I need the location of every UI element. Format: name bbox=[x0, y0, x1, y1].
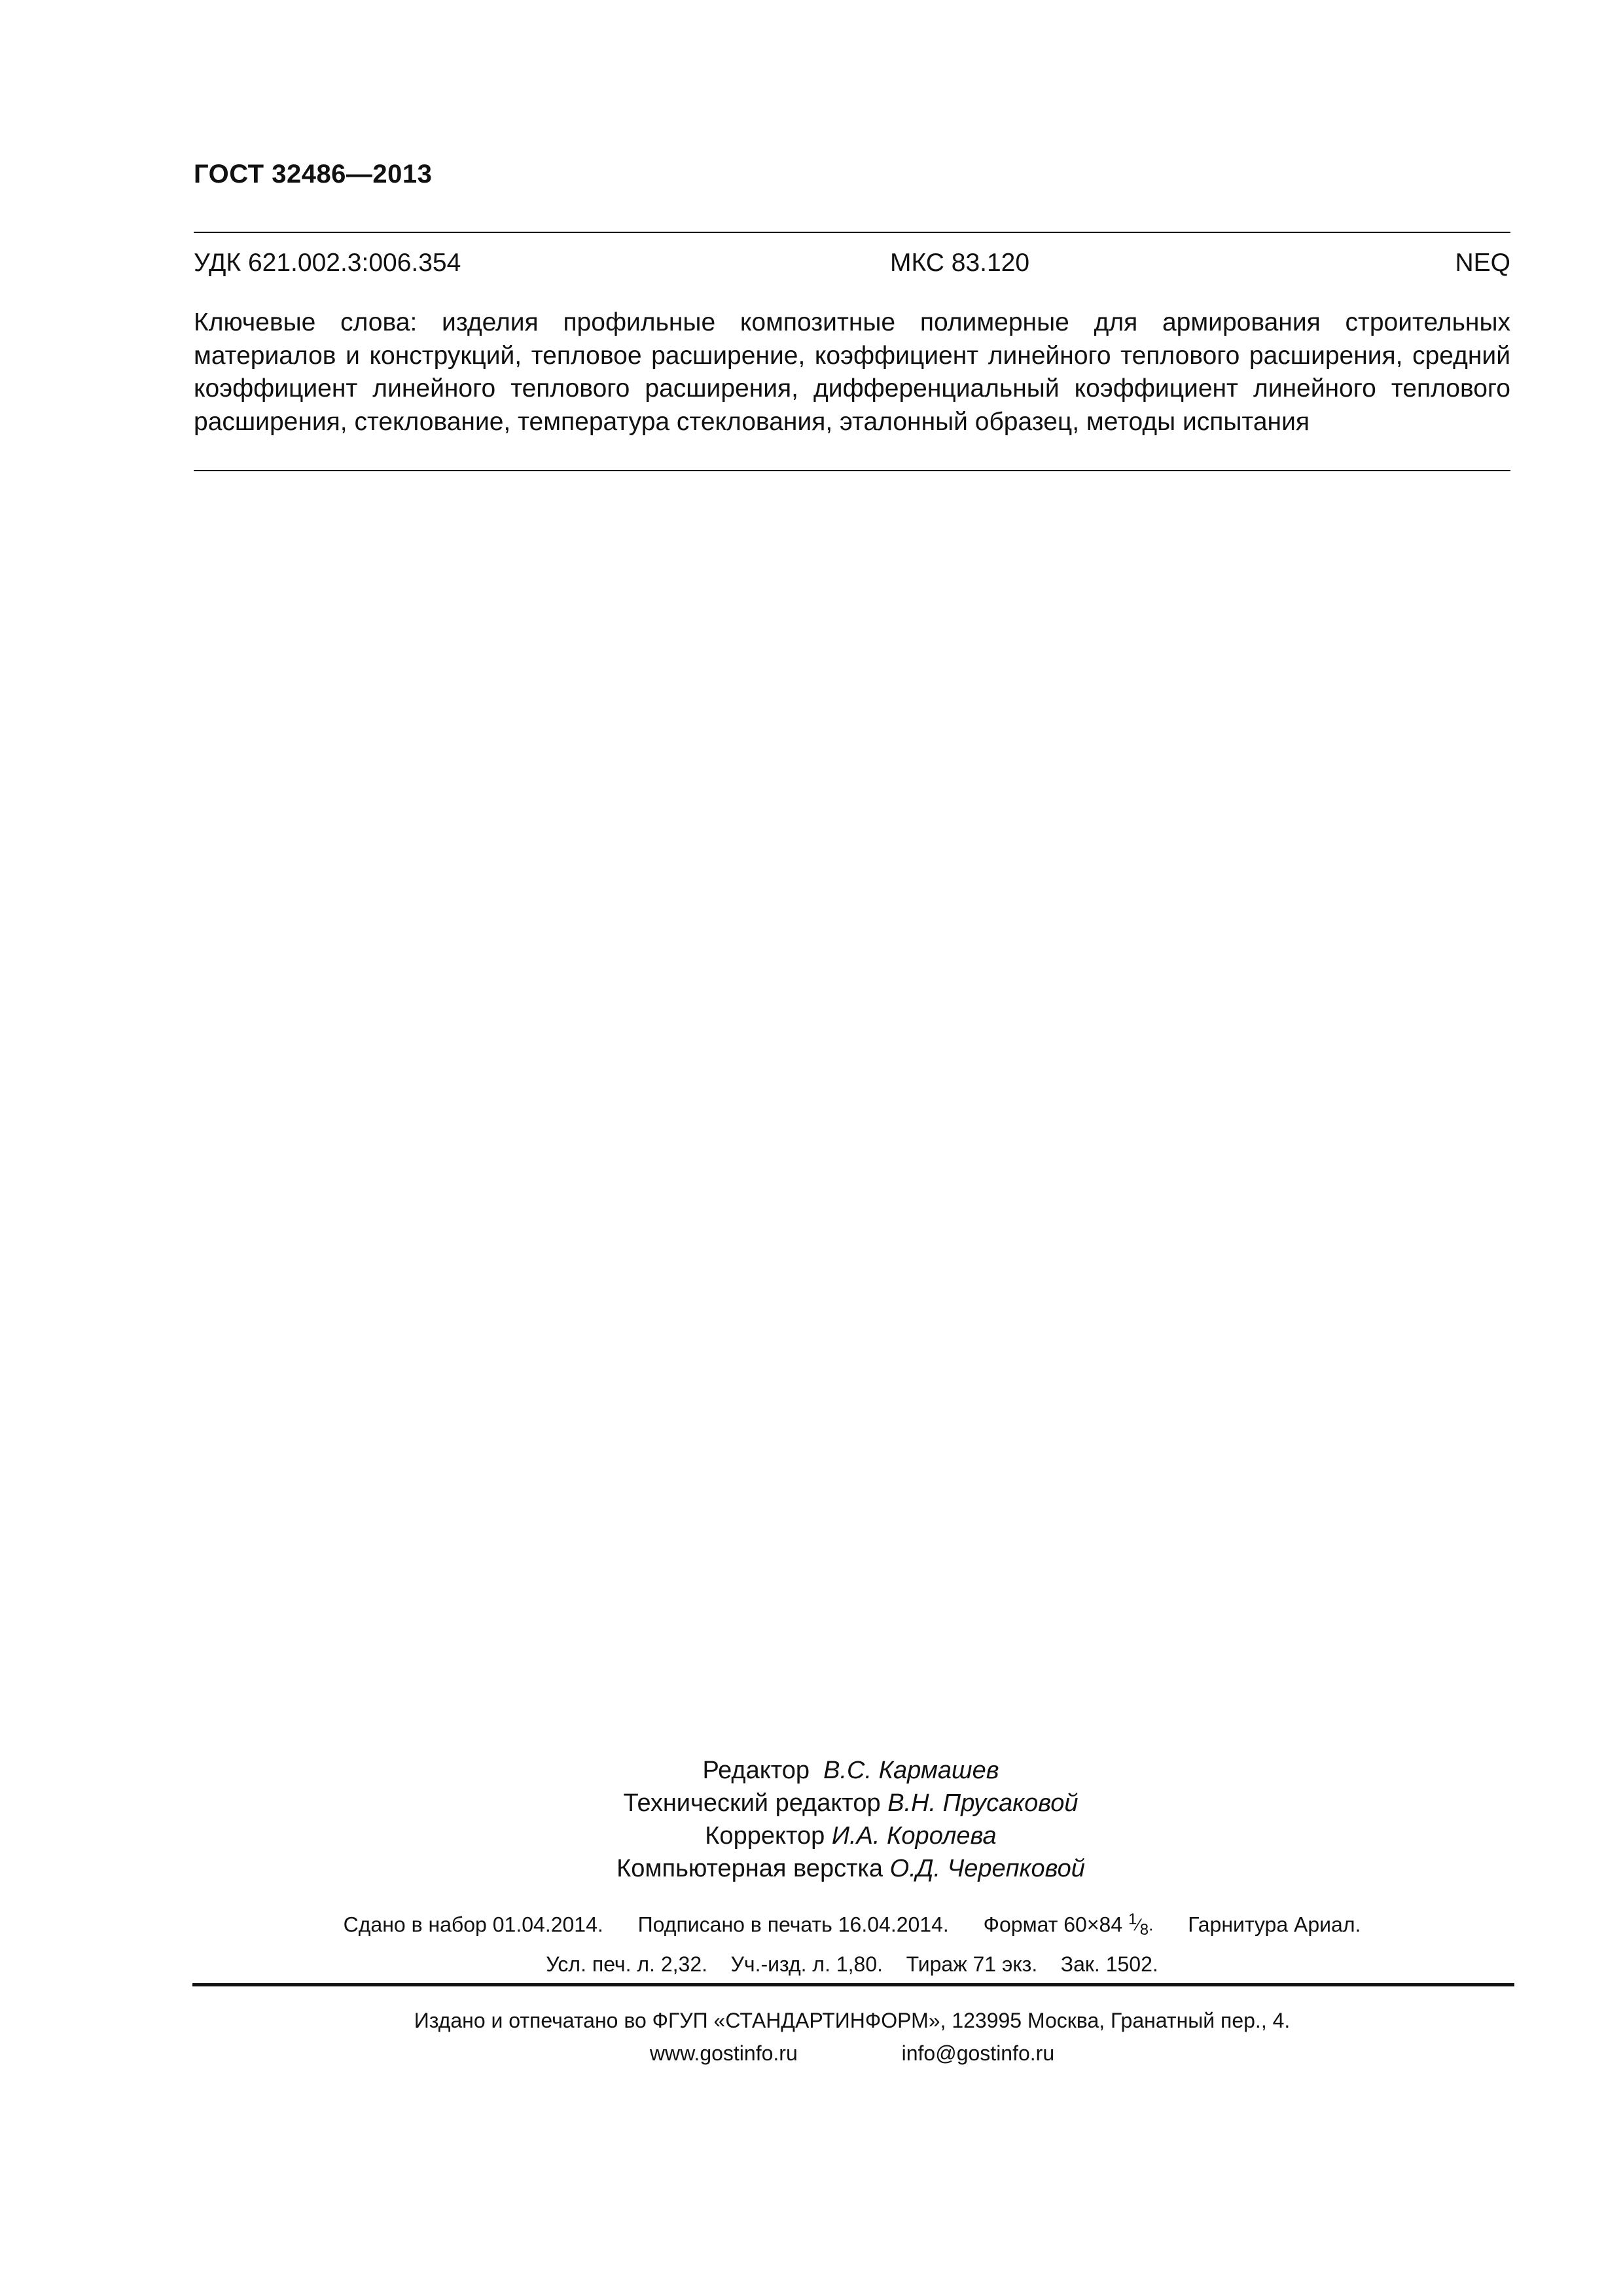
print-info-block bbox=[194, 1905, 1510, 1981]
format-fraction-numerator: 1 bbox=[1128, 1910, 1137, 1928]
credit-person: И.А. Королева bbox=[831, 1822, 997, 1850]
format-fraction: $^1⁄_8$. bbox=[1128, 1910, 1154, 1939]
publisher-contacts bbox=[194, 2037, 1510, 2070]
classification-row bbox=[194, 249, 1510, 285]
mks-code: МКС 83.120 bbox=[890, 249, 1030, 277]
credit-role: Корректор bbox=[705, 1822, 825, 1850]
paper-format: Формат 60×84 bbox=[983, 1912, 1123, 1937]
document-number: ГОСТ 32486—2013 bbox=[194, 160, 433, 188]
format-fraction-denominator: 8 bbox=[1139, 1920, 1149, 1939]
signed-date: Подписано в печать 16.04.2014. bbox=[637, 1912, 949, 1937]
keywords-paragraph: Ключевые слова: изделия профильные композитные полимерные для армирования строительных материалов и конструкций, тепловое расширение, коэффициент линейного теплового расширения, средний коэффициент линейного теплового расширения, дифференциальный коэффициент линейного теплового расширения, стеклование, температура стеклования, эталонный образец, методы испытания bbox=[194, 308, 1510, 436]
credit-role: Редактор bbox=[702, 1757, 810, 1784]
credit-proofreader bbox=[458, 1820, 1243, 1852]
keywords-divider bbox=[194, 470, 1510, 471]
printed-sheets: Усл. печ. л. 2,32. bbox=[546, 1952, 707, 1976]
typeface: Гарнитура Ариал. bbox=[1188, 1912, 1361, 1937]
circulation: Тираж 71 экз. bbox=[906, 1952, 1038, 1976]
neq-label: NEQ bbox=[1455, 249, 1510, 277]
website-link[interactable]: www.gostinfo.ru bbox=[649, 2041, 798, 2065]
submitted-date: Сдано в набор 01.04.2014. bbox=[343, 1912, 603, 1937]
email-link[interactable]: info@gostinfo.ru bbox=[901, 2041, 1055, 2065]
credit-layout bbox=[458, 1852, 1243, 1885]
udk-code: УДК 621.002.3:006.354 bbox=[194, 249, 461, 277]
credit-person: О.Д. Черепковой bbox=[889, 1855, 1085, 1882]
credits-block bbox=[458, 1754, 1243, 1885]
bottom-divider bbox=[192, 1983, 1514, 1986]
credit-person: В.С. Кармашев bbox=[823, 1757, 999, 1784]
publisher-line: Издано и отпечатано во ФГУП «СТАНДАРТИНФОРМ», 123995 Москва, Гранатный пер., 4. bbox=[414, 2009, 1291, 2032]
credit-person: В.Н. Прусаковой bbox=[887, 1789, 1079, 1817]
order-number: Зак. 1502. bbox=[1060, 1952, 1158, 1976]
print-info-row-2 bbox=[194, 1948, 1510, 1981]
credit-tech-editor bbox=[458, 1787, 1243, 1820]
credit-editor bbox=[458, 1754, 1243, 1787]
top-divider bbox=[194, 232, 1510, 233]
print-info-row-1 bbox=[194, 1905, 1510, 1948]
publisher-block bbox=[194, 2004, 1510, 2070]
publishing-sheets: Уч.-изд. л. 1,80. bbox=[730, 1952, 883, 1976]
credit-role: Технический редактор bbox=[623, 1789, 881, 1817]
credit-role: Компьютерная верстка bbox=[616, 1855, 883, 1882]
